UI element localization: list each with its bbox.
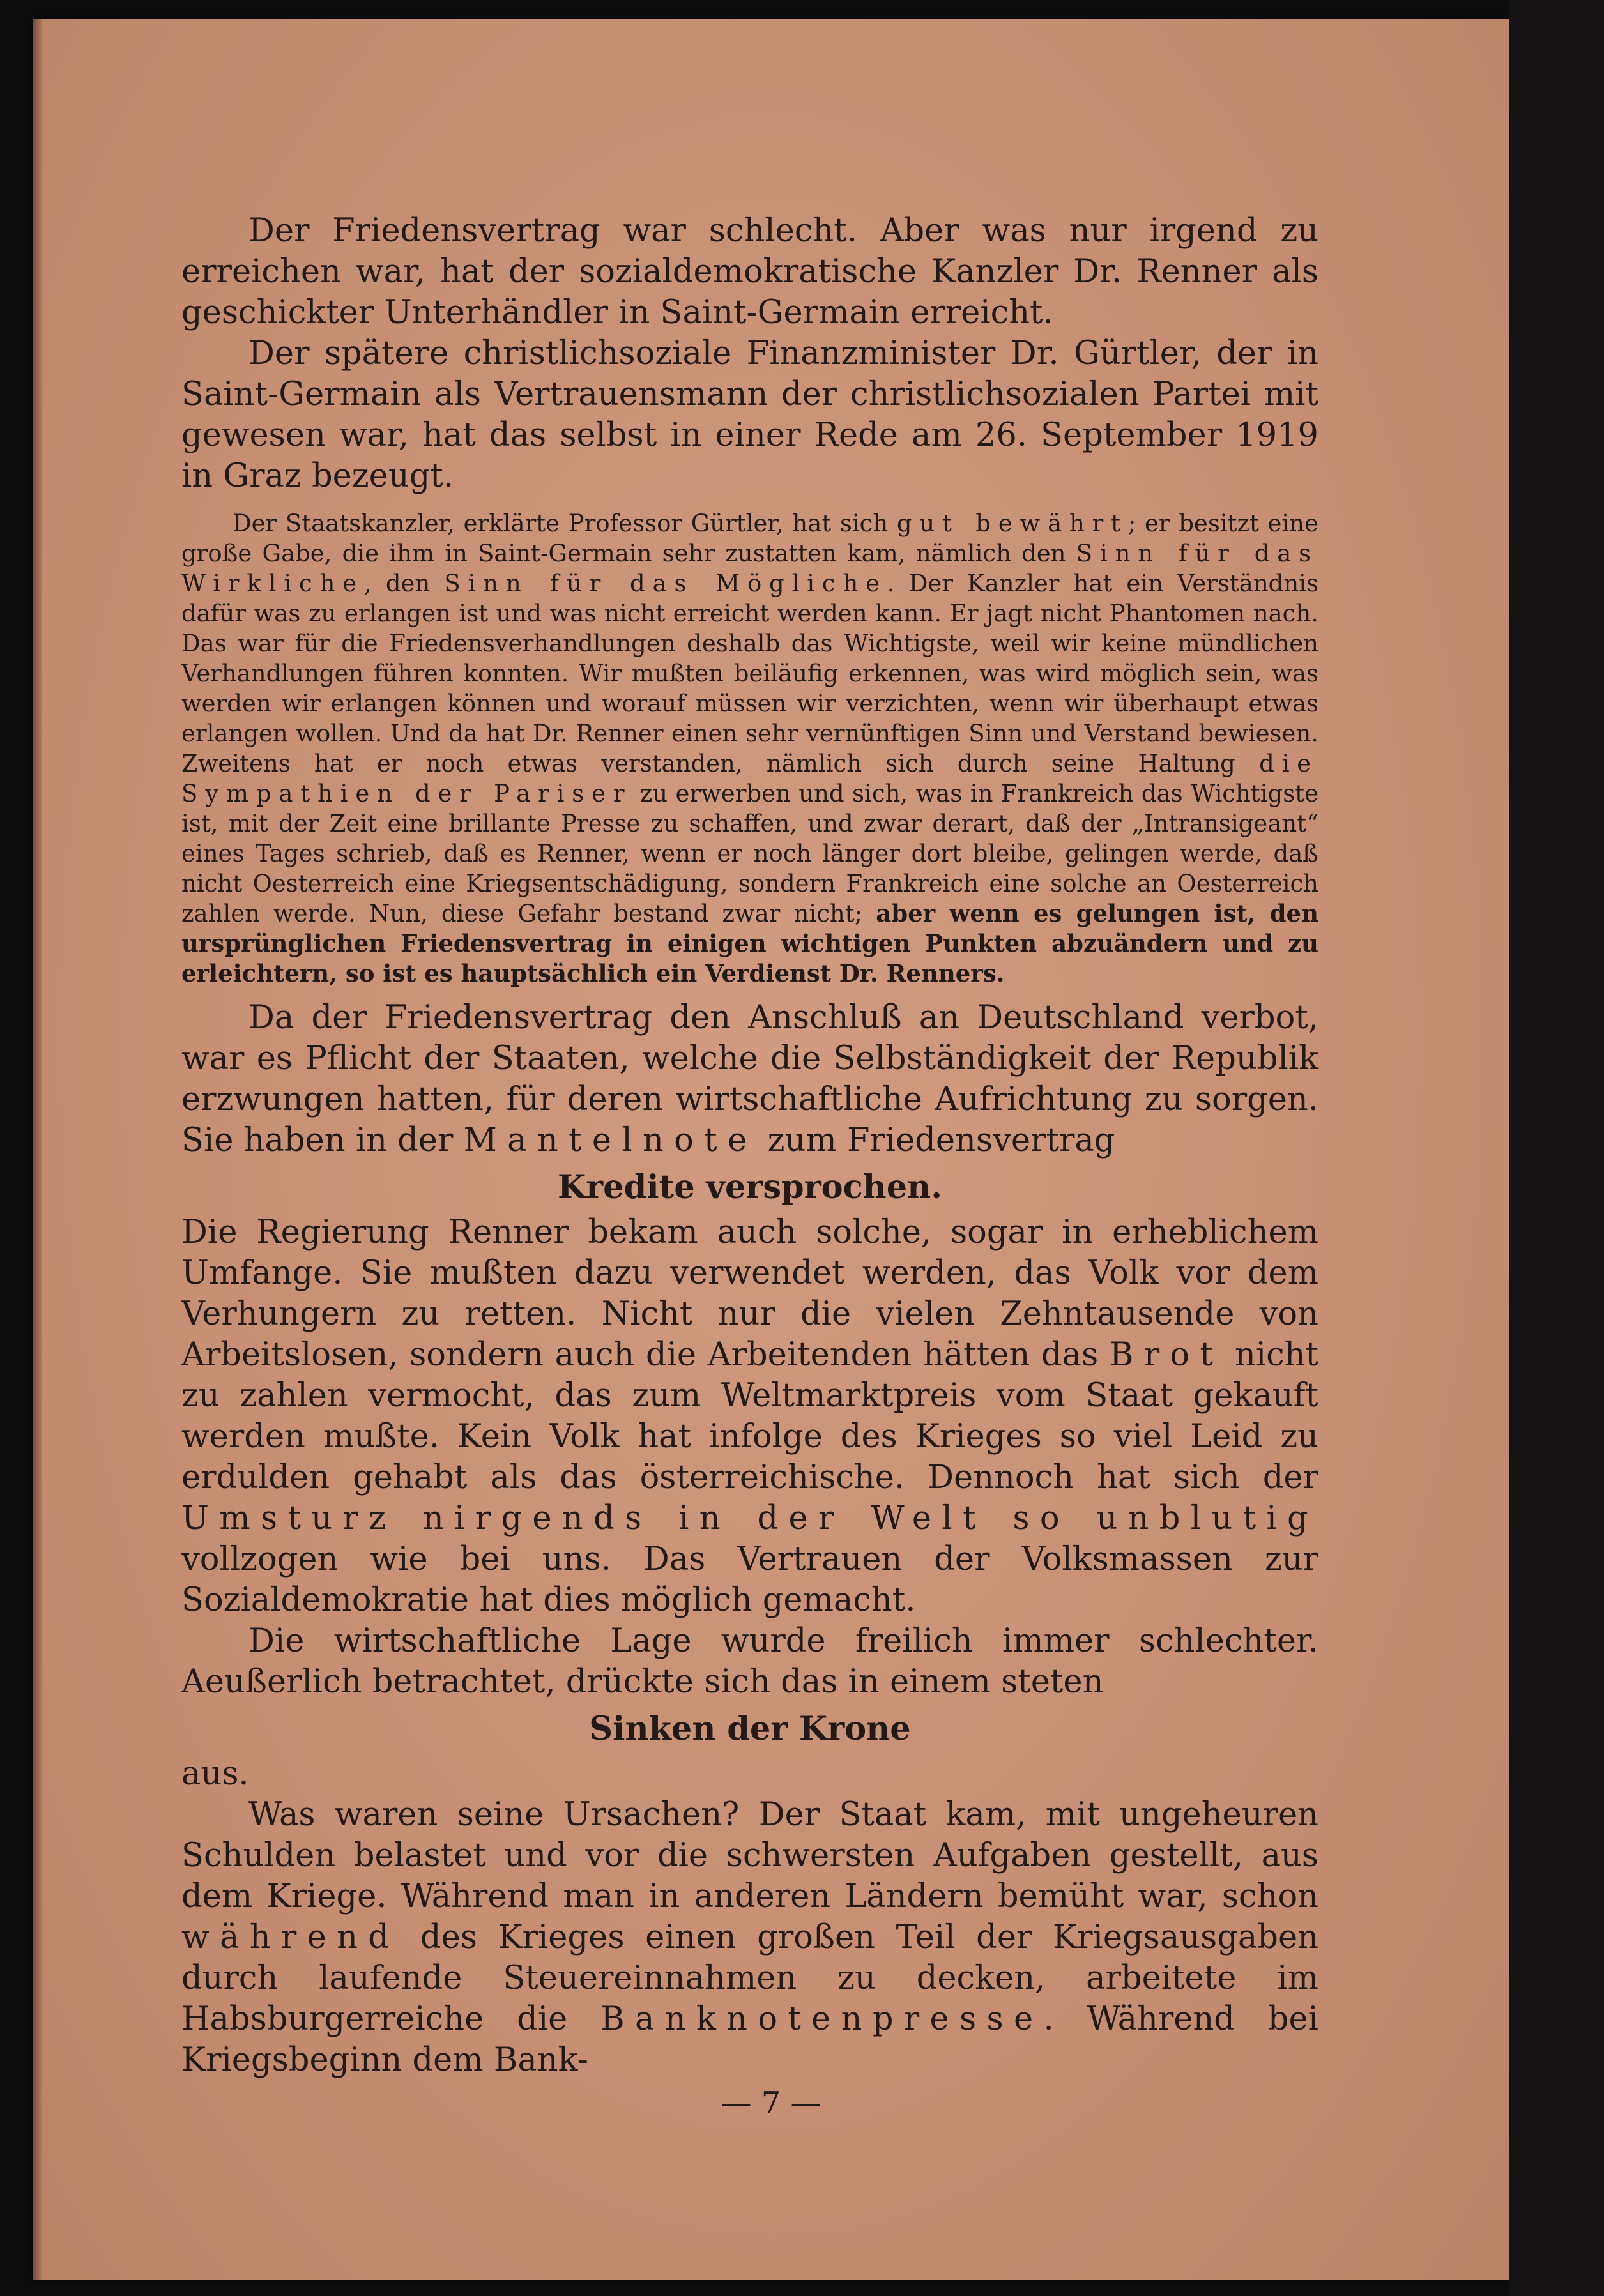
section-heading-krone: Sinken der Krone: [589, 1710, 911, 1748]
book-page: [33, 19, 1509, 2280]
paragraph-text: nicht zu zahlen vermocht, das zum Weltmarktpreis vom Staat gekauft werden mußte. Kein Volk hat infolge des Krieges so viel Leid zu erdulden gehabt als das österreichische. Dennoch hat sich der: [181, 1336, 1319, 1496]
spaced-text: Mantelnote: [463, 1121, 758, 1159]
spaced-text: Umsturz nirgends in der Welt so unblutig: [181, 1500, 1318, 1537]
paragraph-text: Die Regierung Renner bekam auch solche, sogar in erheblichem Umfange. Sie mußten dazu verwendet werden, das Volk vor dem Verhungern zu retten. Nicht nur die vielen Zehntausende von Arbeitslosen, sondern auch die Arbeitenden hätten das: [181, 1213, 1318, 1374]
section-heading-kredite: Kredite versprochen.: [557, 1168, 943, 1206]
paragraph-text: Was waren seine Ursachen? Der Staat kam, mit ungeheuren Schulden belastet und vor die schwersten Aufgaben gestellt, aus dem Kriege. Während man in anderen Ländern bemüht war, schon: [181, 1796, 1318, 1915]
quote-text: zu erwerben und sich, was in Frankreich das Wichtigste ist, mit der Zeit eine brillante Presse zu schaffen, und zwar derart, daß der „Intransigeant“ eines Tages schrieb, daß es Renner, wenn er noch länger dort bleibe, gelingen werde, daß nicht Oesterreich eine Kriegsentschädigung, sondern Frankreich eine solche an Oesterreich zahlen werde. Nun, diese Gefahr bestand zwar nicht;: [181, 780, 1319, 927]
quote-spaced-text: gut bewährt: [896, 510, 1128, 537]
page-binding-edge: [33, 19, 42, 2280]
paragraph-text: des Krieges einen großen Teil der Kriegsausgaben durch laufende Steuereinnahmen zu decken, arbeitete im Habsburgerreiche die: [181, 1919, 1318, 2038]
quote-spaced-text: Sinn für das Wirkliche: [181, 540, 1318, 597]
quote-spaced-text: die Sympathien der Pariser: [181, 750, 1318, 807]
quote-text: . Der Kanzler hat ein Verständnis dafür was zu erlangen ist und was nicht erreicht werden kann. Er jagt nicht Phantomen nach. Das war für die Friedensverhandlungen deshalb das Wichtigste, weil wir keine mündlichen Verhandlungen führen konnten. Wir mußten beiläufig erkennen, was wird möglich sein, was werden wir erlangen können und worauf müssen wir verzichten, wenn wir überhaupt etwas erlangen wollen. Und da hat Dr. Renner einen sehr vernünftigen Sinn und Verstand bewiesen. Zweitens hat er noch etwas verstanden, nämlich sich durch seine Haltung: [181, 570, 1318, 777]
paragraph-text: vollzogen wie bei uns. Das Vertrauen der Volksmassen zur Sozialdemokratie hat dies möglich gemacht.: [181, 1540, 1318, 1619]
paragraph-text: Da der Friedensvertrag den Anschluß an Deutschland verbot, war es Pflicht der Staaten, welche die Selbständigkeit der Republik erzwungen hatten, für deren wirtschaftliche Aufrichtung zu sorgen. Sie haben in der: [181, 999, 1318, 1159]
paragraph-text: . Während bei Kriegsbeginn dem Bank-: [181, 2000, 1318, 2079]
paragraph-1: Der Friedensvertrag war schlecht. Aber was nur irgend zu erreichen war, hat der sozialdemokratische Kanzler Dr. Renner als geschickter Unterhändler in Saint-Germain erreicht.: [181, 212, 1318, 331]
quote-text: Der Staatskanzler, erklärte Professor Gürtler, hat sich: [233, 510, 897, 537]
scan-background: [1509, 0, 1604, 2296]
spaced-text: Brot: [1109, 1336, 1224, 1374]
paragraph-6: [181, 1795, 1318, 2081]
paragraph-2: Der spätere christlichsoziale Finanzminister Dr. Gürtler, der in Saint-Germain als Vertrauensmann der christlichsozialen Partei mit gewesen war, hat das selbst in einer Rede am 26. September 1919 in Graz bezeugt.: [181, 335, 1318, 495]
paragraph-aus: aus.: [181, 1755, 249, 1793]
quote-text: , den: [364, 570, 445, 597]
spaced-text: Banknotenpresse: [600, 2000, 1044, 2038]
page-body: [181, 211, 1318, 2081]
page-number: — 7 —: [721, 2085, 821, 2121]
quote-spaced-text: Sinn für das Mögliche: [444, 570, 887, 597]
quote-bold-text: aber wenn es gelungen ist, den ursprünglichen Friedensvertrag in einigen wichtigen Punkten abzuändern und zu erleichtern, so ist es hauptsächlich ein Verdienst Dr. Renners.: [181, 899, 1319, 987]
quote-text: ; er besitzt eine große Gabe, die ihm in Saint-Germain sehr zustatten kam, nämlich den: [181, 510, 1318, 567]
paragraph-4: [181, 1212, 1318, 1621]
spaced-text: während: [181, 1919, 400, 1956]
guertler-quote: [181, 508, 1318, 989]
paragraph-5: Die wirtschaftliche Lage wurde freilich immer schlechter. Aeußerlich betrachtet, drückte sich das in einem steten: [181, 1622, 1318, 1701]
paragraph-text: zum Friedensvertrag: [757, 1121, 1115, 1159]
paragraph-3: [181, 998, 1318, 1161]
